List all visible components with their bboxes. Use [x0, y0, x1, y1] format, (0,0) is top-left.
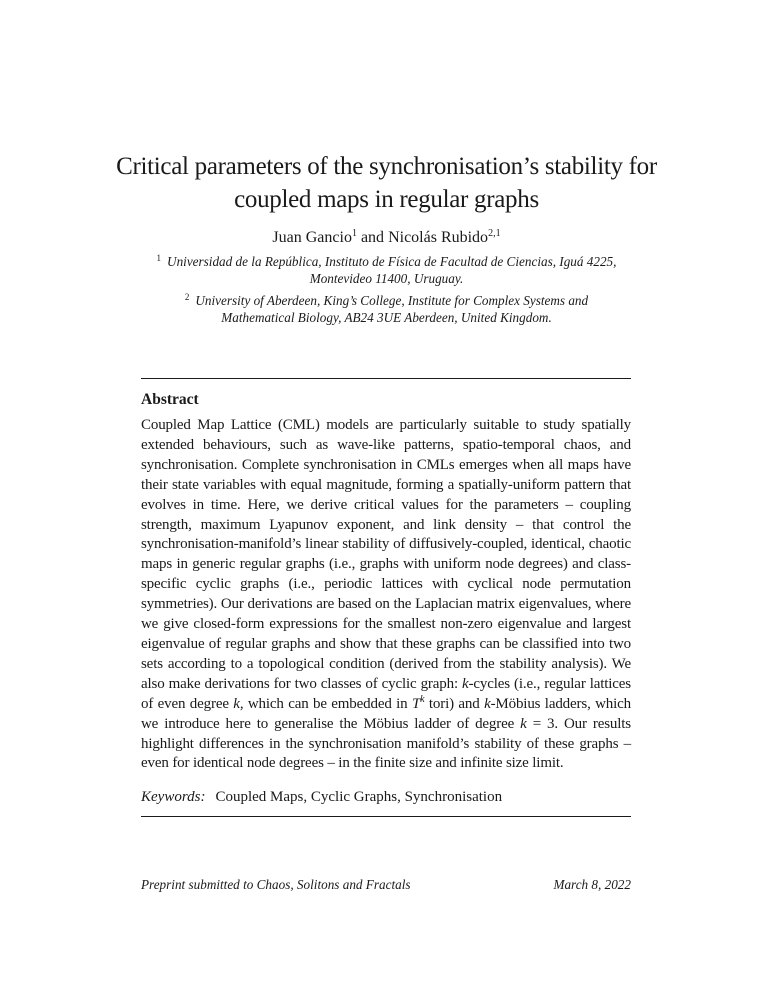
keywords: [141, 787, 631, 807]
abstract-bottom-rule: [141, 816, 631, 817]
abstract-part-4: tori) and: [424, 695, 485, 712]
affiliation-2-line-2: Mathematical Biology, AB24 3UE Aberdeen, United Kingdom.: [221, 310, 552, 325]
abstract-text: [141, 416, 631, 774]
abstract-part-6: = 3. Our results highlight differences in the synchronisation manifold’s stability of these graphs – even for identical node degrees – in the finite size and infinite size limit.: [141, 715, 631, 772]
affiliation-2-line-1: University of Aberdeen, King’s College, Institute for Complex Systems and: [195, 293, 589, 308]
affiliation-1-line-1: Universidad de la República, Instituto de Física de Facultad de Ciencias, Iguá 4225,: [167, 254, 617, 269]
abstract-part-3: , which can be embedded in: [239, 695, 412, 712]
affiliation-2: [140, 292, 633, 326]
author-1-affiliation-mark: 1: [351, 228, 357, 239]
affiliation-1-marker: 1: [156, 253, 162, 263]
abstract-part-2: -cycles (i.e., regular lattices of even degree: [141, 675, 631, 712]
abstract-top-rule: [141, 378, 631, 379]
abstract-math-k: k: [462, 675, 469, 692]
preprint-note: Preprint submitted to Chaos, Solitons and Fractals: [141, 877, 411, 892]
author-1-name: Juan Gancio: [272, 229, 352, 246]
abstract-part-1: Coupled Map Lattice (CML) models are particularly suitable to study spatially extended behaviours, such as wave-like patterns, spatio-temporal chaos, and synchronisation. Complete synchronisation in CMLs emerges when all maps have their state variables with equal magnitude, forming a spatially-uniform pattern that evolves in time. Here, we derive critical values for the parameters – coupling strength, maximum Lyapunov exponent, and link density – that control the synchronisation-manifold’s linear stability of diffusively-coupled, identical, chaotic maps in generic regular graphs (i.e., graphs with uniform node degrees) and class-specific cyclic graphs (i.e., periodic lattices with cyclical node permutation symmetries). Our derivations are based on the Laplacian matrix eigenvalues, where we give closed-form expressions for the smallest non-zero eigenvalue and largest eigenvalue of regular graphs and show that these graphs can be classified into two sets according to a topological condition (derived from the stability analysis). We also make derivations for two classes of cyclic graph:: [141, 417, 631, 692]
abstract-math-k: k: [233, 695, 240, 712]
author-2-name: Nicolás Rubido: [388, 229, 489, 246]
title-line-2: coupled maps in regular graphs: [234, 186, 539, 213]
author-2-affiliation-mark: 2,1: [488, 228, 501, 239]
author-connector: and: [360, 229, 385, 246]
abstract-math-k: k: [484, 695, 491, 712]
abstract-math-torus: T: [411, 695, 421, 712]
title-line-1: Critical parameters of the synchronisation’s stability for: [116, 153, 657, 180]
preprint-date: March 8, 2022: [553, 877, 631, 892]
paper-title: [100, 150, 673, 216]
keywords-text: Coupled Maps, Cyclic Graphs, Synchronisation: [215, 789, 503, 805]
affiliation-2-marker: 2: [184, 292, 190, 302]
abstract-math-k: k: [520, 715, 527, 732]
abstract-math-k-superscript: k: [420, 693, 425, 705]
affiliation-1: [140, 253, 633, 287]
author-list: [100, 228, 673, 248]
abstract-part-5: -Möbius ladders, which we introduce here to generalise the Möbius ladder of degree: [141, 695, 632, 732]
abstract-heading: Abstract: [141, 391, 199, 408]
affiliation-1-line-2: Montevideo 11400, Uruguay.: [309, 271, 464, 286]
keywords-label: Keywords:: [141, 789, 206, 805]
